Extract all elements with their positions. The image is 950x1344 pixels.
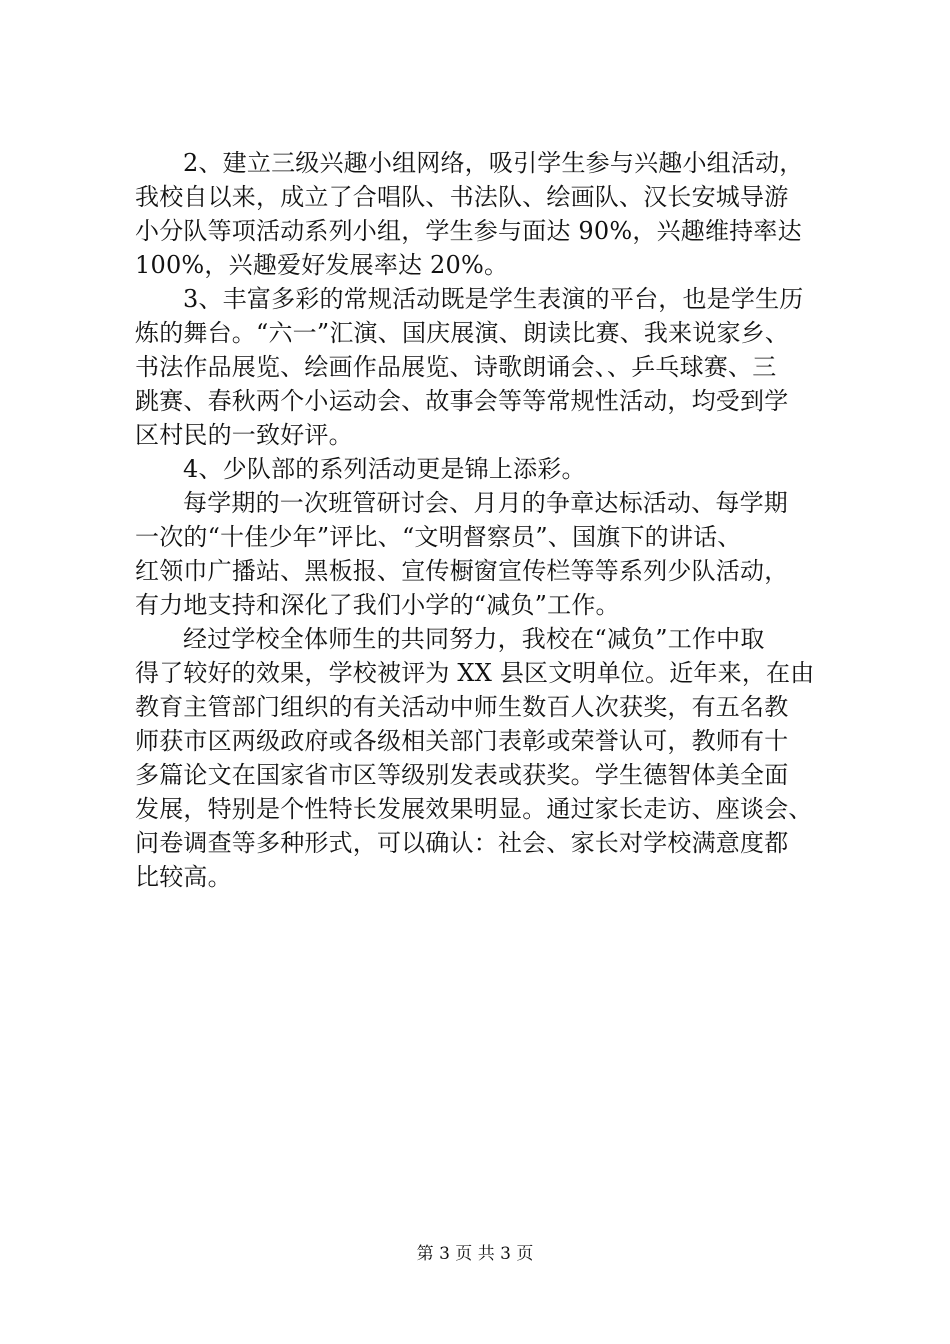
paragraph-line: 教育主管部门组织的有关活动中师生数百人次获奖，有五名教 (135, 693, 789, 721)
paragraph-line: 有力地支持和深化了我们小学的“减负”工作。 (135, 591, 620, 619)
paragraph-line: 发展，特别是个性特长发展效果明显。通过家长走访、座谈会、 (135, 795, 813, 823)
paragraph-line: 4、少队部的系列活动更是锦上添彩。 (183, 455, 586, 483)
paragraph-line: 小分队等项活动系列小组，学生参与面达 90%，兴趣维持率达 (135, 217, 802, 245)
paragraph-line: 100%，兴趣爱好发展率达 20%。 (135, 251, 509, 279)
document-body (135, 146, 850, 894)
paragraph-line: 得了较好的效果，学校被评为 XX 县区文明单位。近年来，在由 (135, 659, 815, 687)
paragraph-line: 2、建立三级兴趣小组网络，吸引学生参与兴趣小组活动， (183, 149, 804, 177)
paragraph-activities (135, 486, 850, 622)
paragraph-line: 区村民的一致好评。 (135, 421, 353, 449)
paragraph-line: 一次的“十佳少年”评比、“文明督察员”、国旗下的讲话、 (135, 523, 742, 551)
paragraph-4 (135, 452, 850, 486)
paragraph-line: 我校自以来，成立了合唱队、书法队、绘画队、汉长安城导游 (135, 183, 789, 211)
paragraph-line: 多篇论文在国家省市区等级别发表或获奖。学生德智体美全面 (135, 761, 789, 789)
paragraph-2 (135, 146, 850, 282)
paragraph-line: 每学期的一次班管研讨会、月月的争章达标活动、每学期 (183, 489, 788, 517)
paragraph-line: 问卷调查等多种形式，可以确认：社会、家长对学校满意度都 (135, 829, 789, 857)
paragraph-line: 师获市区两级政府或各级相关部门表彰或荣誉认可，教师有十 (135, 727, 789, 755)
page-number-footer: 第 3 页 共 3 页 (416, 1244, 534, 1264)
paragraph-line: 比较高。 (135, 863, 232, 891)
paragraph-3 (135, 282, 850, 452)
paragraph-line: 炼的舞台。“六一”汇演、国庆展演、朗读比赛、我来说家乡、 (135, 319, 790, 347)
paragraph-line: 3、丰富多彩的常规活动既是学生表演的平台，也是学生历 (183, 285, 804, 313)
paragraph-line: 跳赛、春秋两个小运动会、故事会等等常规性活动，均受到学 (135, 387, 789, 415)
paragraph-results (135, 622, 850, 894)
paragraph-line: 经过学校全体师生的共同努力，我校在“减负”工作中取 (183, 625, 765, 653)
paragraph-line: 红领巾广播站、黑板报、宣传橱窗宣传栏等等系列少队活动， (135, 557, 789, 585)
paragraph-line: 书法作品展览、绘画作品展览、诗歌朗诵会、、乒乓球赛、三 (135, 353, 777, 381)
